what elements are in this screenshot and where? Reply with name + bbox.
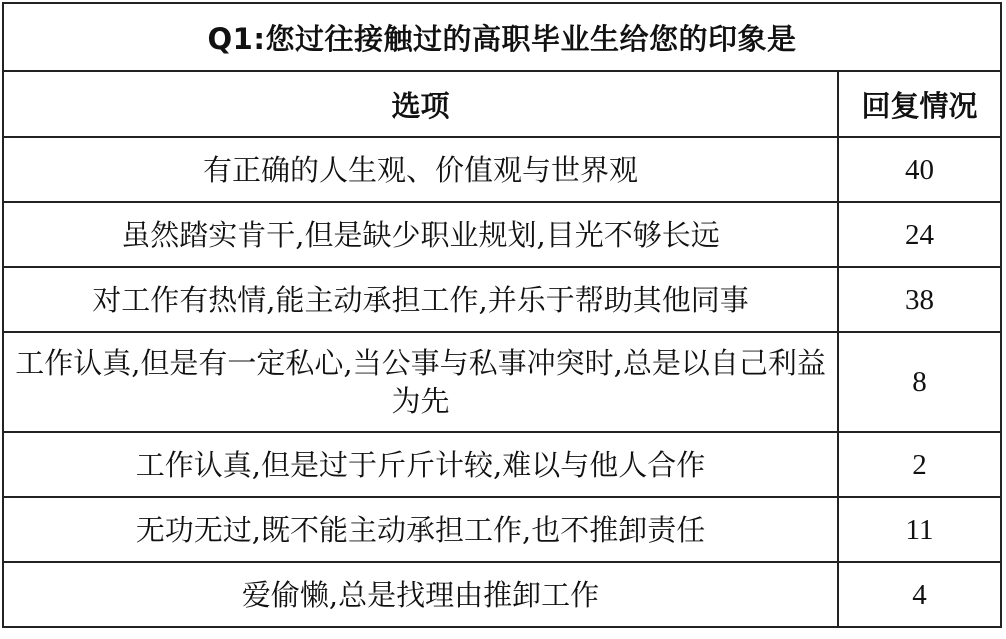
- table-row: [3, 137, 1001, 202]
- option-cell: 有正确的人生观、价值观与世界观: [3, 137, 838, 202]
- table-row: [3, 202, 1001, 267]
- survey-table: [2, 2, 1002, 628]
- title-row: [3, 3, 1001, 71]
- option-cell: 对工作有热情,能主动承担工作,并乐于帮助其他同事: [3, 267, 838, 332]
- table-row: [3, 497, 1001, 562]
- option-cell: 无功无过,既不能主动承担工作,也不推卸责任: [3, 497, 838, 562]
- header-count: 回复情况: [838, 71, 1001, 137]
- option-cell: 虽然踏实肯干,但是缺少职业规划,目光不够长远: [3, 202, 838, 267]
- count-cell: 2: [838, 432, 1001, 497]
- count-cell: 8: [838, 332, 1001, 432]
- table-row: [3, 267, 1001, 332]
- count-cell: 38: [838, 267, 1001, 332]
- table-row: [3, 432, 1001, 497]
- table-row: [3, 562, 1001, 627]
- count-cell: 24: [838, 202, 1001, 267]
- table-row: [3, 332, 1001, 432]
- count-cell: 4: [838, 562, 1001, 627]
- header-option: 选项: [3, 71, 838, 137]
- count-cell: 11: [838, 497, 1001, 562]
- table-title: Q1:您过往接触过的高职毕业生给您的印象是: [3, 3, 1001, 71]
- count-cell: 40: [838, 137, 1001, 202]
- option-cell: 爱偷懒,总是找理由推卸工作: [3, 562, 838, 627]
- option-cell: 工作认真,但是过于斤斤计较,难以与他人合作: [3, 432, 838, 497]
- option-cell: 工作认真,但是有一定私心,当公事与私事冲突时,总是以自己利益为先: [3, 332, 838, 432]
- header-row: [3, 71, 1001, 137]
